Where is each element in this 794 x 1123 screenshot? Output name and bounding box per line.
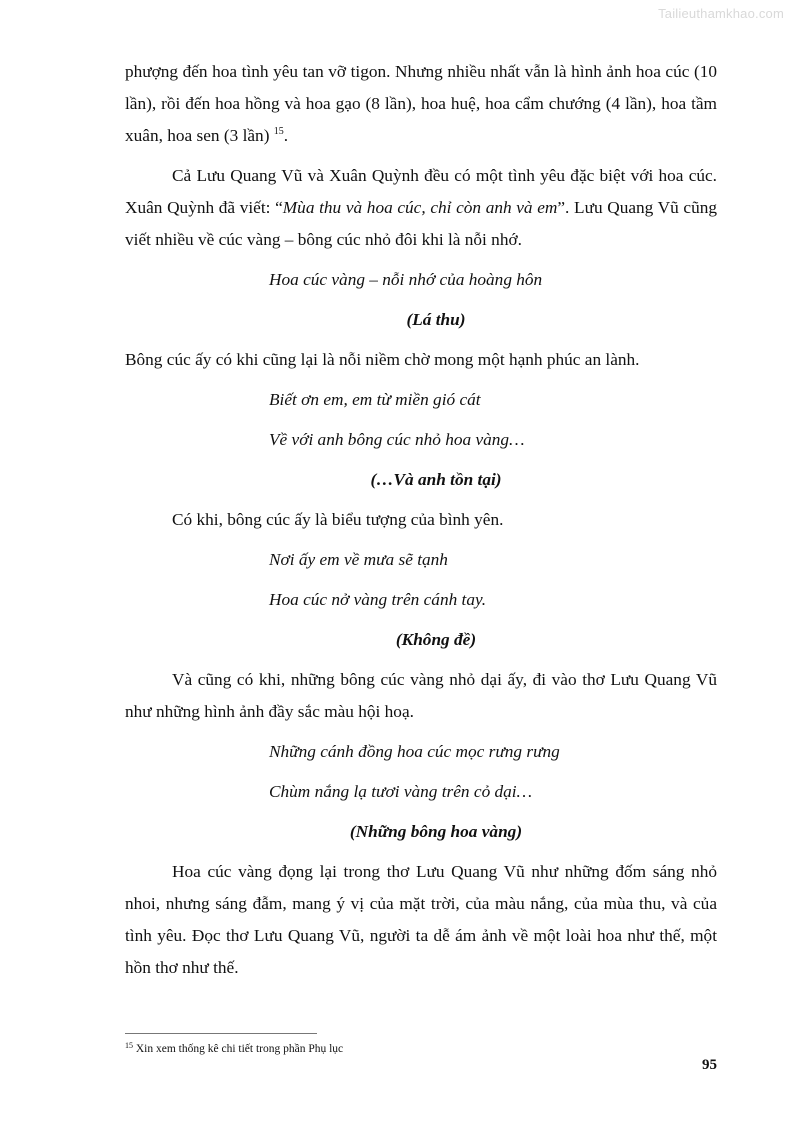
verse-line: Nơi ấy em về mưa sẽ tạnh — [269, 550, 448, 569]
verse-line: Hoa cúc vàng – nỗi nhớ của hoàng hôn — [269, 270, 543, 289]
paragraph-6: Hoa cúc vàng đọng lại trong thơ Lưu Quang Vũ như những đốm sáng nhỏ nhoi, nhưng sáng đẫm, mang ý vị của mặt trời, của màu nắng, của mùa thu, và của tình yêu. Đọc thơ Lưu Quang Vũ, người ta dễ ám ảnh về một loài hoa như thế, một hồn thơ như thế. — [125, 862, 717, 977]
quoted-verse: Mùa thu và hoa cúc, chỉ còn anh và em — [282, 198, 558, 217]
poem-title-2: (…Và anh tồn tại) — [370, 470, 502, 489]
poem-title-4: (Những bông hoa vàng) — [349, 822, 523, 841]
watermark: Tailieuthamkhao.com — [658, 6, 784, 21]
poem-excerpt-3 — [269, 544, 717, 616]
verse-line: Những cánh đồng hoa cúc mọc rưng rưng — [269, 742, 560, 761]
verse-line: Chùm nắng lạ tươi vàng trên cỏ dại… — [269, 782, 532, 801]
poem-excerpt-4 — [269, 736, 717, 808]
paragraph-1-text: phượng đến hoa tình yêu tan vỡ tigon. Nhưng nhiều nhất vẫn là hình ảnh hoa cúc (10 lần), rồi đến hoa hồng và hoa gạo (8 lần), hoa huệ, hoa cẩm chướng (4 lần), hoa tầm xuân, hoa sen (3 lần) — [125, 62, 717, 145]
verse-line: Về với anh bông cúc nhỏ hoa vàng… — [269, 430, 525, 449]
footnote-reference[interactable]: 15 — [273, 126, 284, 137]
paragraph-4: Có khi, bông cúc ấy là biểu tượng của bình yên. — [172, 510, 504, 529]
footnote-divider — [125, 1033, 317, 1034]
poem-title-3: (Không đề) — [395, 630, 477, 649]
paragraph-1 — [125, 56, 717, 152]
verse-line: Hoa cúc nở vàng trên cánh tay. — [269, 590, 487, 609]
page-body — [125, 56, 717, 984]
poem-excerpt-1 — [269, 264, 717, 296]
poem-title-1: (Lá thu) — [406, 310, 466, 329]
footnote — [125, 1042, 343, 1056]
poem-excerpt-2 — [269, 384, 717, 456]
paragraph-3: Bông cúc ấy có khi cũng lại là nỗi niềm chờ mong một hạnh phúc an lành. — [125, 350, 640, 369]
paragraph-2-text-b: ”. Lưu Quang Vũ cũng viết nhiều về cúc vàng – bông cúc nhỏ đôi khi là nỗi nhớ. — [125, 198, 718, 249]
footnote-text: Xin xem thống kê chi tiết trong phần Phụ lục — [133, 1043, 344, 1055]
verse-line: Biết ơn em, em từ miền gió cát — [269, 390, 481, 409]
footnote-number: 15 — [125, 1041, 133, 1050]
paragraph-5: Và cũng có khi, những bông cúc vàng nhỏ dại ấy, đi vào thơ Lưu Quang Vũ như những hình ảnh đầy sắc màu hội hoạ. — [125, 670, 717, 721]
paragraph-2 — [125, 160, 717, 256]
paragraph-1-end: . — [283, 126, 289, 145]
paragraph-2-text-a: Cả Lưu Quang Vũ và Xuân Quỳnh đều có một tình yêu đặc biệt với hoa cúc. Xuân Quỳnh đã viết: “ — [125, 166, 717, 217]
page-number: 95 — [702, 1057, 717, 1073]
